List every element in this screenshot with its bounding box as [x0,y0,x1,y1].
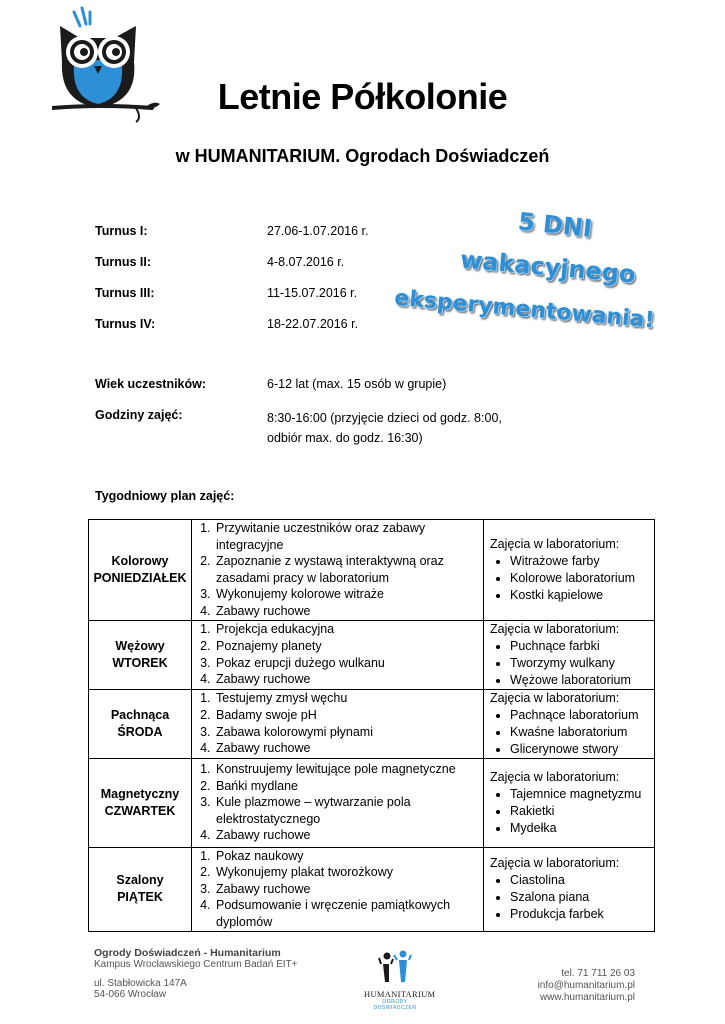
footer-name: Ogrody Doświadczeń - Humanitarium [94,947,281,959]
footer-phone: tel. 71 711 26 03 [561,968,635,979]
lab-list [490,638,654,689]
plan-day-day-line1: Pachnąca [110,707,170,722]
plan-day-cell [89,847,192,931]
activity-item: 1. Testujemy zmysł węchu [214,690,483,707]
turnus-3-label: Turnus III: [95,286,155,300]
plan-day-cell [89,689,192,758]
activity-item: 4. Podsumowanie i wręczenie pamiątkowych dyplomów [214,897,483,930]
plan-activities-cell [192,689,484,758]
plan-day-cell [89,620,192,689]
activity-item: 4. Zabawy ruchowe [214,740,483,757]
activity-item: 1. Konstruujemy lewitujące pole magnetyczne [214,761,483,778]
activity-item: 1. Projekcja edukacyjna [214,621,483,638]
lab-list [490,553,654,604]
plan-table [88,519,655,932]
footer-contact [538,968,635,1004]
activity-item: 4. Zabawy ruchowe [214,603,483,620]
logo-text: HUMANITARIUM [364,989,436,999]
lab-item: • Kwaśne laboratorium [510,724,654,741]
activity-item: 3. Wykonujemy kolorowe witraże [214,586,483,603]
plan-lab-cell [484,689,655,758]
hours-value [267,408,502,448]
promo-line-2: wakacyjnego [459,245,637,289]
plan-day-day-line1: Wężowy [115,638,165,653]
activities-list [192,621,483,687]
lab-item: • Glicerynowe stwory [510,741,654,758]
page-title: Letnie Półkolonie [217,76,508,117]
activity-item: 2. Zapoznanie z wystawą interaktywną oraz zasadami pracy w laboratorium [214,553,483,586]
activity-item: 2. Wykonujemy plakat tworożkowy [214,864,483,881]
lab-item: • Kostki kąpielowe [510,587,654,604]
turnus-4-label: Turnus IV: [95,317,156,331]
promo-line-3: eksperymentowania! [393,285,656,334]
lab-item: • Wężowe laboratorium [510,672,654,689]
humanitarium-logo [364,950,436,1011]
footer-address [94,948,298,1000]
plan-row [89,520,655,621]
plan-day-cell [89,520,192,621]
plan-lab-cell [484,758,655,847]
lab-item: • Produkcja farbek [510,906,654,923]
turnus-2-value: 4-8.07.2016 r. [267,255,345,269]
lab-title: Zajęcia w laboratorium: [490,856,620,871]
plan-activities-cell [192,758,484,847]
lab-item: • Szalona piana [510,889,654,906]
lab-list [490,707,654,758]
activities-list [192,520,483,620]
plan-row [89,620,655,689]
plan-title: Tygodniowy plan zajęć: [95,489,235,503]
lab-item: • Puchnące farbki [510,638,654,655]
lab-item: • Tajemnice magnetyzmu [510,786,654,803]
plan-day-day-line2: PONIEDZIAŁEK [93,570,187,585]
plan-lab-cell [484,520,655,621]
lab-item: • Witrażowe farby [510,553,654,570]
plan-day-day-line2: PIĄTEK [117,890,163,905]
activities-list [192,761,483,844]
lab-item: • Kolorowe laboratorium [510,570,654,587]
activities-list [192,690,483,756]
footer-web[interactable]: www.humanitarium.pl [539,992,635,1003]
hours-line-2: odbiór max. do godz. 16:30) [267,431,423,445]
turnus-4-value: 18-22.07.2016 r. [267,317,359,331]
activity-item: 1. Pokaz naukowy [214,848,483,865]
activity-item: 2. Poznajemy planety [214,638,483,655]
activity-item: 4. Zabawy ruchowe [214,827,483,844]
plan-lab-cell [484,620,655,689]
activity-item: 4. Zabawy ruchowe [214,671,483,688]
plan-day-day-line2: ŚRODA [117,724,163,739]
plan-lab-cell [484,847,655,931]
footer-city: 54-066 Wrocław [94,989,167,1000]
footer-campus: Kampus Wrocławskiego Centrum Badań EIT+ [94,959,298,970]
plan-row [89,758,655,847]
activity-item: 3. Zabawy ruchowe [214,881,483,898]
plan-row [89,847,655,931]
footer-street: ul. Stabłowicka 147A [94,978,187,989]
age-value: 6-12 lat (max. 15 osób w grupie) [267,377,447,391]
hours-line-1: 8:30-16:00 (przyjęcie dzieci od godz. 8:00, [267,411,502,425]
activity-item: 1. Przywitanie uczestników oraz zabawy integracyjne [214,520,483,553]
lab-list [490,786,654,837]
lab-item: • Tworzymy wulkany [510,655,654,672]
lab-item: • Pachnące laboratorium [510,707,654,724]
plan-activities-cell [192,847,484,931]
plan-day-day-line2: WTOREK [112,655,168,670]
lab-list [490,872,654,923]
turnus-1-label: Turnus I: [95,224,148,238]
plan-day-day-line2: CZWARTEK [104,803,176,818]
humanitarium-figure-icon [377,950,413,984]
plan-day-day-line1: Magnetyczny [100,786,180,801]
turnus-1-value: 27.06-1.07.2016 r. [267,224,369,238]
plan-activities-cell [192,620,484,689]
lab-item: • Mydełka [510,820,654,837]
turnus-2-label: Turnus II: [95,255,152,269]
turnus-3-value: 11-15.07.2016 r. [267,286,358,300]
promo-line-1: 5 DNI [516,207,594,243]
plan-activities-cell [192,520,484,621]
plan-day-day-line1: Kolorowy [111,553,169,568]
page-subtitle: w HUMANITARIUM. Ogrodach Doświadczeń [175,146,550,166]
lab-item: • Ciastolina [510,872,654,889]
activity-item: 2. Badamy swoje pH [214,707,483,724]
footer-email[interactable]: info@humanitarium.pl [537,980,635,991]
plan-table-body [89,520,655,932]
lab-title: Zajęcia w laboratorium: [490,621,620,636]
lab-title: Zajęcia w laboratorium: [490,536,620,551]
age-label: Wiek uczestników: [95,377,207,391]
plan-day-cell [89,758,192,847]
lab-title: Zajęcia w laboratorium: [490,769,620,784]
activity-item: 3. Kule plazmowe – wytwarzanie pola elektrostatycznego [214,794,483,827]
activities-list [192,848,483,931]
promo-graphic [390,205,710,365]
hours-label: Godziny zajęć: [95,408,183,422]
plan-day-day-line1: Szalony [116,873,164,888]
lab-title: Zajęcia w laboratorium: [490,690,620,705]
activity-item: 2. Bańki mydlane [214,778,483,795]
lab-item: • Rakietki [510,803,654,820]
activity-item: 3. Pokaz erupcji dużego wulkanu [214,655,483,672]
logo-subtext: OGRODY DOŚWIADCZEŃ [373,999,417,1011]
plan-row [89,689,655,758]
activity-item: 3. Zabawa kolorowymi płynami [214,724,483,741]
